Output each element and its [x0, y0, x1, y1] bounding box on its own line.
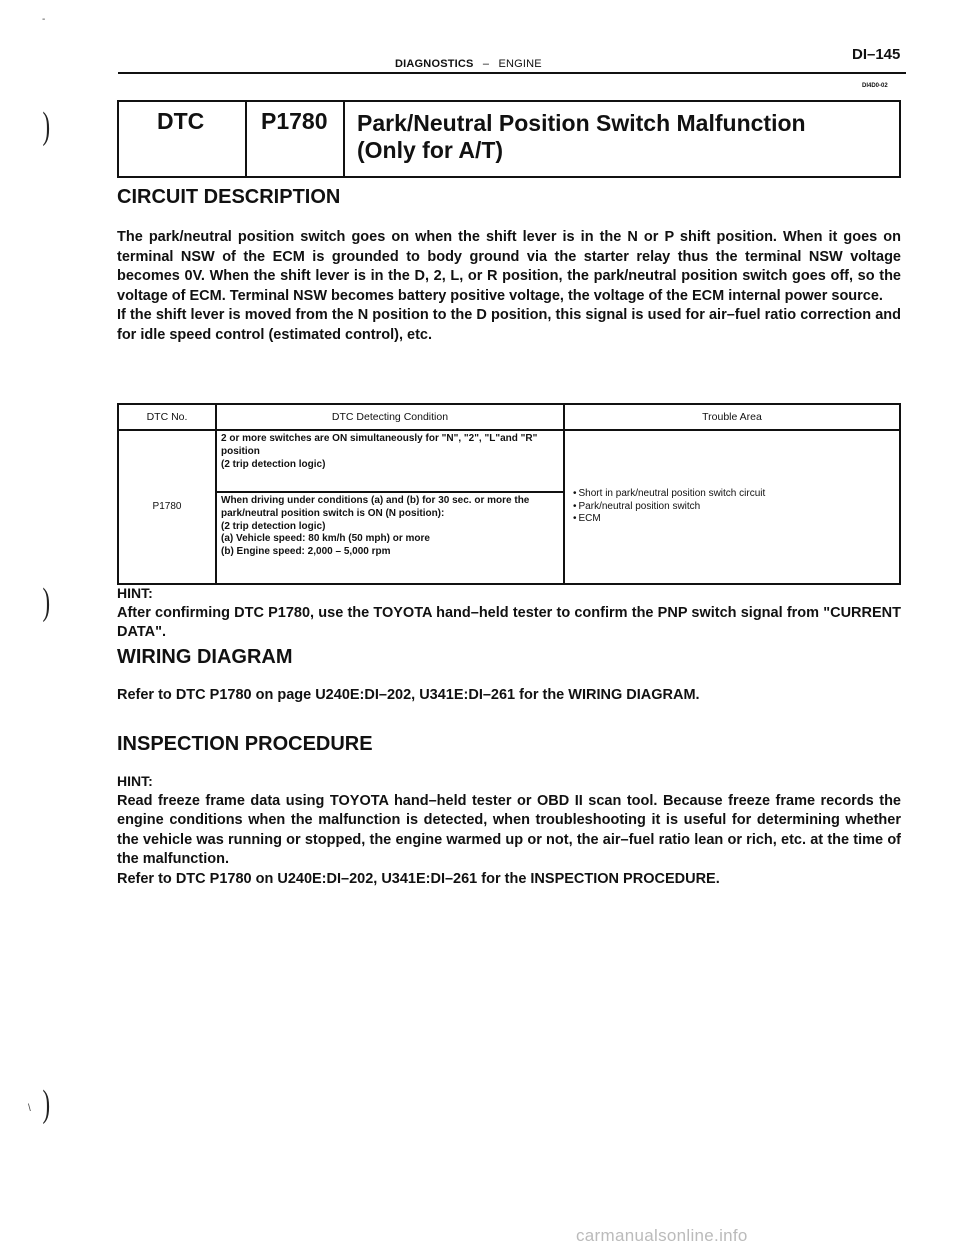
dtc-number-cell: P1780: [118, 430, 216, 584]
header-rule: [118, 72, 906, 74]
document-code: DI4D0-02: [862, 83, 888, 89]
trouble-area-list: [573, 488, 898, 526]
binding-paren-mark: ): [42, 105, 51, 147]
circuit-description-body: [117, 228, 901, 345]
condition-text: When driving under conditions (a) and (b) for 30 sec. or more the park/neutral position switch is ON (N position):: [221, 495, 530, 519]
condition-item-a: (a) Vehicle speed: 80 km/h (50 mph) or more: [221, 533, 430, 545]
hint-label: HINT:: [117, 773, 153, 789]
hint-block: [117, 584, 901, 643]
column-header-dtc-no: DTC No.: [118, 404, 216, 430]
running-header: [395, 58, 542, 70]
header-subsection: ENGINE: [498, 58, 542, 70]
wiring-diagram-heading: WIRING DIAGRAM: [117, 646, 293, 668]
dtc-name-line1: Park/Neutral Position Switch Malfunction: [357, 110, 806, 136]
list-item: • ECM: [573, 513, 898, 526]
list-item: • Short in park/neutral position switch circuit: [573, 488, 898, 501]
inspection-procedure-refer: Refer to DTC P1780 on U240E:DI–202, U341E:DI–261 for the INSPECTION PROCEDURE.: [117, 870, 720, 887]
inspection-procedure-text: Read freeze frame data using TOYOTA hand–held tester or OBD II scan tool. Because freeze frame records the engine conditions when the malfunction is detected, when troubleshooting it is useful for determining whether the vehicle was running or stopped, the engine warmed up or not, the air–fuel ratio lean or rich, etc. at the time of the malfunction.: [117, 792, 901, 867]
column-header-condition: DTC Detecting Condition: [216, 404, 564, 430]
condition-logic: (2 trip detection logic): [221, 520, 326, 532]
wiring-diagram-body: [117, 686, 901, 706]
page-number: DI–145: [852, 46, 901, 63]
binding-paren-mark: ): [42, 1083, 51, 1125]
table-row: [118, 430, 900, 492]
header-section: DIAGNOSTICS: [395, 58, 474, 70]
circuit-description-paragraph: The park/neutral position switch goes on when the shift lever is in the N or P shift position. When it goes on terminal NSW of the ECM is grounded to body ground via the starter relay thus the terminal NSW voltage becomes 0V. When the shift lever is in the D, 2, L, or R position, the park/neutral position switch goes off, so the voltage of ECM. Terminal NSW becomes battery positive voltage, the voltage of the ECM internal power source.: [117, 229, 901, 304]
dtc-name: [345, 102, 899, 176]
site-watermark: carmanualsonline.info: [576, 1226, 748, 1245]
binding-tick-mark: -: [42, 14, 46, 25]
hint-label: HINT:: [117, 585, 153, 601]
dtc-table: [117, 403, 901, 585]
wiring-diagram-text: Refer to DTC P1780 on page U240E:DI–202, U341E:DI–261 for the WIRING DIAGRAM.: [117, 687, 700, 703]
condition-cell: [216, 430, 564, 492]
binding-paren-mark: ): [42, 581, 51, 623]
list-item: • Park/neutral position switch: [573, 501, 898, 514]
dtc-name-line2: (Only for A/T): [357, 137, 504, 163]
binding-tick-mark: \: [28, 1103, 31, 1114]
condition-logic: (2 trip detection logic): [221, 458, 326, 470]
hint-text: After confirming DTC P1780, use the TOYOTA hand–held tester to confirm the PNP switch signal from "CURRENT DATA".: [117, 604, 901, 640]
trouble-area-cell: [564, 430, 900, 584]
circuit-description-heading: CIRCUIT DESCRIPTION: [117, 186, 341, 208]
condition-cell: [216, 492, 564, 584]
header-separator: –: [482, 58, 490, 70]
condition-text: 2 or more switches are ON simultaneously for "N", "2", "L"and "R" position: [221, 433, 538, 457]
dtc-code: P1780: [247, 102, 345, 176]
column-header-trouble-area: Trouble Area: [564, 404, 900, 430]
table-header-row: [118, 404, 900, 430]
inspection-procedure-heading: INSPECTION PROCEDURE: [117, 733, 373, 755]
condition-item-b: (b) Engine speed: 2,000 – 5,000 rpm: [221, 546, 391, 558]
inspection-procedure-body: [117, 772, 901, 889]
circuit-description-paragraph: If the shift lever is moved from the N position to the D position, this signal is used for air–fuel ratio correction and for idle speed control (estimated control), etc.: [117, 307, 901, 343]
dtc-title-box: [117, 100, 901, 178]
dtc-label: DTC: [119, 102, 247, 176]
